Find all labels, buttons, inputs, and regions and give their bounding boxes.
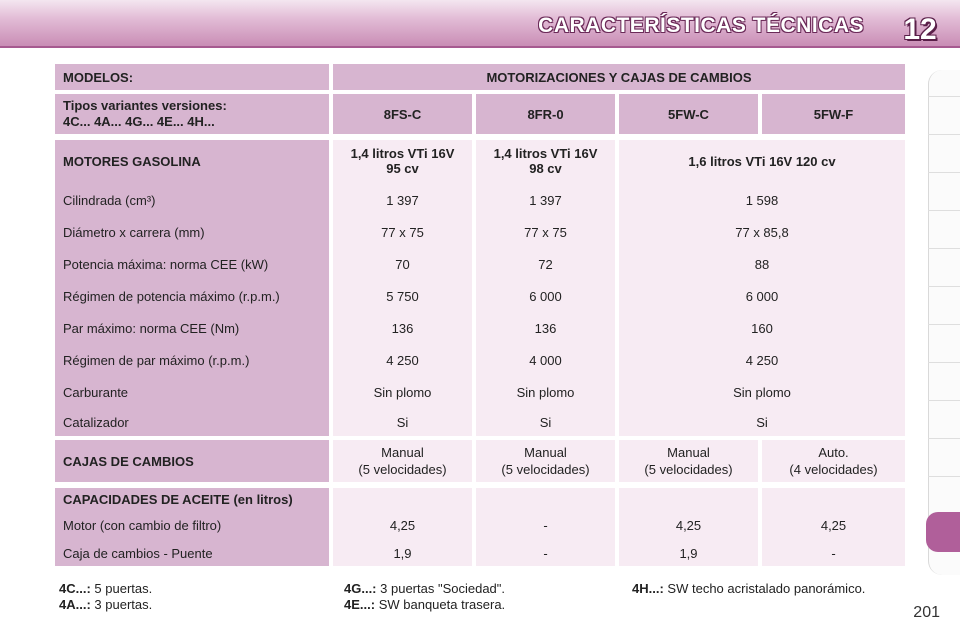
- gearbox-label: CAJAS DE CAMBIOS: [55, 440, 329, 482]
- spec-value: 1 598: [745, 192, 779, 208]
- spec-value: 136: [391, 320, 414, 336]
- spec-value: 72: [538, 256, 553, 272]
- oil-value: -: [543, 545, 548, 561]
- chapter-tab[interactable]: [928, 362, 960, 363]
- gearbox-type: Manual: [667, 445, 710, 460]
- engine-name-line2: 95 cv: [386, 161, 419, 176]
- oil-label: CAPACIDADES DE ACEITE (en litros): [63, 491, 293, 507]
- footnote-value: SW techo acristalado panorámico.: [667, 581, 866, 596]
- spec-value: 1 397: [386, 192, 419, 208]
- gearbox-speeds: (4 velocidades): [789, 462, 878, 477]
- variant-code: 8FS-C: [333, 94, 472, 134]
- table-row: [55, 312, 905, 344]
- oil-value: -: [831, 545, 836, 561]
- table-row: [55, 376, 905, 408]
- chapter-number: 12: [903, 13, 937, 46]
- spec-value: Sin plomo: [516, 384, 575, 400]
- gearbox-speeds: (5 velocidades): [644, 462, 733, 477]
- spec-value: 77 x 85,8: [735, 224, 789, 240]
- spec-value: 77 x 75: [381, 224, 424, 240]
- page-title: CARACTERÍSTICAS TÉCNICAS: [538, 14, 864, 37]
- table-row: [55, 248, 905, 280]
- gearbox-speeds: (5 velocidades): [501, 462, 590, 477]
- oil-value: -: [543, 517, 548, 533]
- chapter-tab[interactable]: [928, 438, 960, 439]
- page-header: [0, 0, 960, 52]
- spec-value: 6 000: [529, 288, 562, 304]
- chapter-tab[interactable]: [928, 476, 960, 477]
- footnote-4a: [59, 597, 152, 612]
- engine-name: [333, 142, 472, 180]
- gearbox-type: Manual: [381, 445, 424, 460]
- table-row: [55, 512, 905, 538]
- footnote-value: 5 puertas.: [94, 581, 153, 596]
- chapter-tab[interactable]: [928, 96, 960, 97]
- variants-label: [55, 94, 329, 134]
- chapter-tab[interactable]: [928, 400, 960, 401]
- chapter-tab[interactable]: [928, 172, 960, 173]
- oil-row-label: Motor (con cambio de filtro): [63, 517, 222, 533]
- petrol-label: MOTORES GASOLINA: [63, 153, 201, 169]
- spec-value: 4 250: [386, 352, 419, 368]
- table-row: [55, 216, 905, 248]
- spec-label: Potencia máxima: norma CEE (kW): [63, 256, 269, 272]
- spec-value: Si: [756, 414, 768, 430]
- footnote-value: 3 puertas "Sociedad".: [380, 581, 506, 596]
- chapter-tab[interactable]: [928, 134, 960, 135]
- footnote-key: 4E...:: [344, 597, 376, 612]
- footnote-key: 4G...:: [344, 581, 377, 596]
- footnote-key: 4H...:: [632, 581, 664, 596]
- oil-value: 4,25: [675, 517, 702, 533]
- spec-label: Cilindrada (cm³): [63, 192, 156, 208]
- engines-header: MOTORIZACIONES Y CAJAS DE CAMBIOS: [333, 64, 905, 90]
- spec-value: 160: [751, 320, 773, 336]
- chapter-tab-active[interactable]: [926, 512, 960, 552]
- oil-value: 4,25: [389, 517, 416, 533]
- oil-value: 4,25: [820, 517, 847, 533]
- variant-code: 8FR-0: [476, 94, 615, 134]
- gearbox-value: [619, 440, 758, 482]
- table-row-gearboxes: [55, 440, 905, 482]
- engine-name-line1: 1,4 litros VTi 16V: [350, 146, 455, 161]
- spec-value: 4 000: [529, 352, 562, 368]
- footnote-4c: [59, 581, 152, 596]
- engine-name-line1: 1,4 litros VTi 16V: [493, 146, 598, 161]
- oil-value: 1,9: [393, 545, 412, 561]
- table-row-engines: [55, 142, 905, 180]
- spec-value: 136: [534, 320, 557, 336]
- footnote-key: 4C...:: [59, 581, 91, 596]
- engine-name: [476, 142, 615, 180]
- spec-value: Sin plomo: [373, 384, 432, 400]
- table-row: [55, 280, 905, 312]
- table-row: [55, 184, 905, 216]
- spec-label: Carburante: [63, 384, 129, 400]
- footnote-value: SW banqueta trasera.: [378, 597, 506, 612]
- spec-value: Si: [396, 414, 409, 430]
- gearbox-value: [476, 440, 615, 482]
- engine-name-line2: 98 cv: [529, 161, 562, 176]
- spec-value: Si: [539, 414, 552, 430]
- spec-value: 77 x 75: [524, 224, 567, 240]
- table-row-variants: [55, 94, 905, 134]
- spec-label: Régimen de potencia máximo (r.p.m.): [63, 288, 280, 304]
- chapter-tab[interactable]: [928, 210, 960, 211]
- chapter-tab[interactable]: [928, 248, 960, 249]
- spec-value: 5 750: [386, 288, 419, 304]
- variants-label-line1: Tipos variantes versiones:: [63, 98, 227, 113]
- oil-value: 1,9: [679, 545, 698, 561]
- spec-value: Sin plomo: [733, 384, 791, 400]
- spec-value: 88: [754, 256, 770, 272]
- spec-value: 4 250: [745, 352, 779, 368]
- engine-name: 1,6 litros VTi 16V 120 cv: [688, 153, 836, 169]
- spec-value: 1 397: [529, 192, 562, 208]
- gearbox-speeds: (5 velocidades): [358, 462, 447, 477]
- table-row: [55, 408, 905, 436]
- footnote-4g: [344, 581, 505, 596]
- chapter-tab[interactable]: [928, 324, 960, 325]
- spec-label: Régimen de par máximo (r.p.m.): [63, 352, 250, 368]
- chapter-tab[interactable]: [928, 286, 960, 287]
- gearbox-value: [333, 440, 472, 482]
- chapter-tab-rail: [928, 70, 960, 575]
- header-rule: [0, 46, 960, 48]
- spec-value: 6 000: [745, 288, 779, 304]
- spec-label: Diámetro x carrera (mm): [63, 224, 205, 240]
- models-label: MODELOS:: [55, 64, 329, 90]
- footnote-key: 4A...:: [59, 597, 91, 612]
- variant-code: 5FW-C: [619, 94, 758, 134]
- table-row: [55, 540, 905, 566]
- gearbox-type: Manual: [524, 445, 567, 460]
- table-row: [55, 344, 905, 376]
- variants-label-line2: 4C... 4A... 4G... 4E... 4H...: [63, 114, 215, 129]
- gearbox-type: Auto.: [818, 445, 849, 460]
- gearbox-value: [762, 440, 905, 482]
- oil-row-label: Caja de cambios - Puente: [63, 545, 213, 561]
- spec-label: Par máximo: norma CEE (Nm): [63, 320, 240, 336]
- table-row-models: [55, 64, 905, 90]
- footnote-4e: [344, 597, 505, 612]
- page-number: 201: [913, 604, 940, 621]
- table-row-oil-header: [55, 488, 905, 510]
- footnote-4h: [632, 581, 865, 596]
- footnote-value: 3 puertas.: [94, 597, 153, 612]
- spec-value: 70: [395, 256, 410, 272]
- variant-code: 5FW-F: [762, 94, 905, 134]
- spec-label: Catalizador: [63, 414, 129, 430]
